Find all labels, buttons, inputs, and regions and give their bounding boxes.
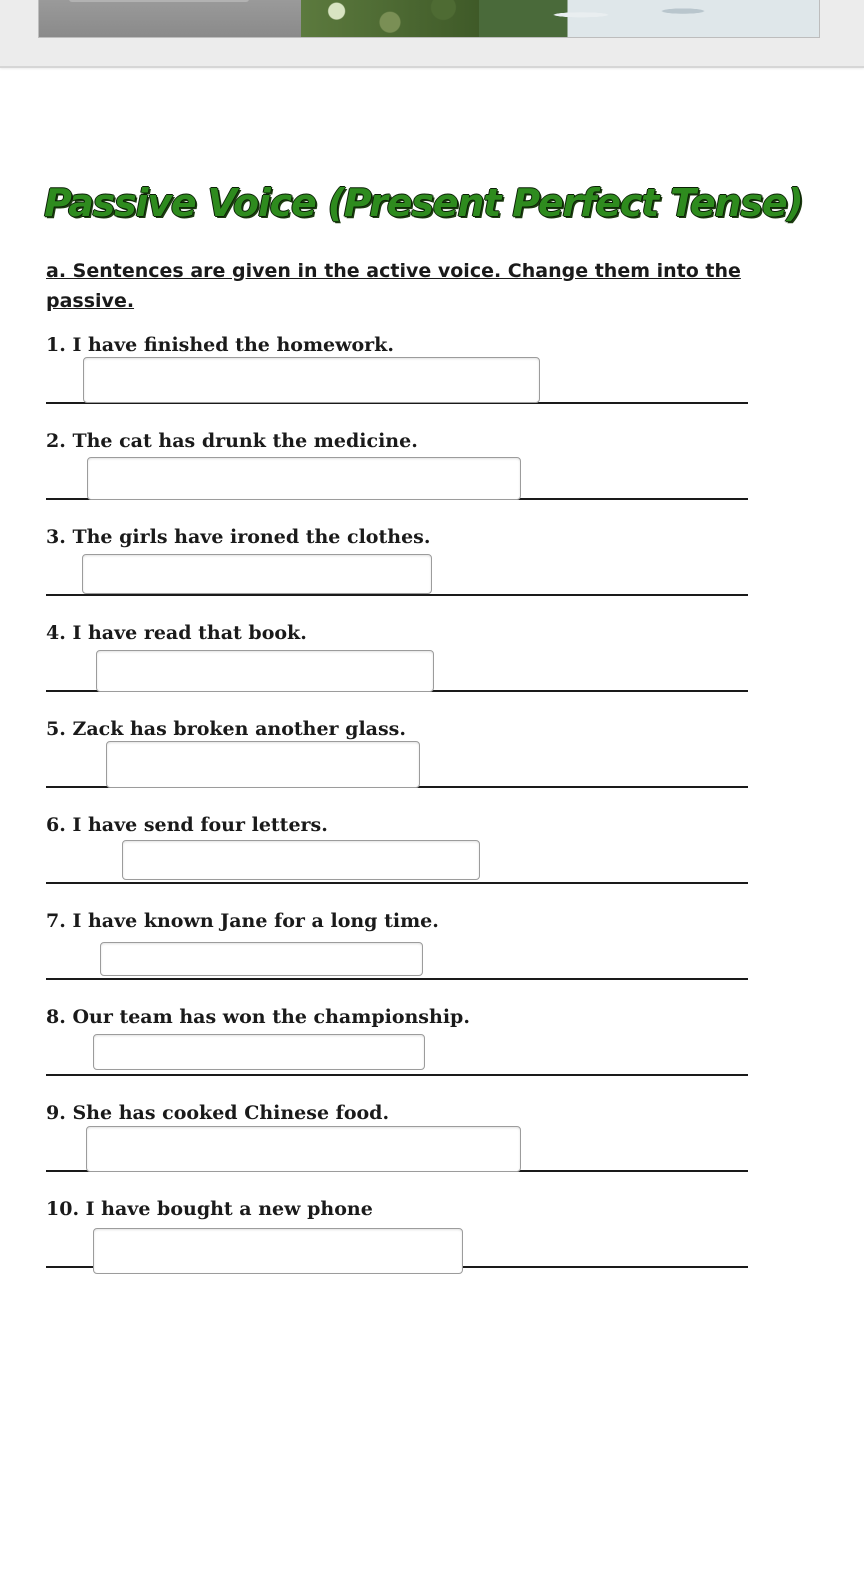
answer-input-10[interactable] [93, 1228, 463, 1274]
worksheet-instruction: a. Sentences are given in the active voice. Change them into the passive. [46, 260, 741, 312]
question-text: 2. The cat has drunk the medicine. [46, 430, 418, 452]
question-item [46, 718, 766, 814]
answer-underline [46, 594, 748, 596]
banner-foliage-photo [301, 0, 479, 37]
banner-animal-photo [479, 0, 819, 37]
header-banner-image [38, 0, 820, 38]
answer-underline [46, 882, 748, 884]
question-text: 1. I have finished the homework. [46, 334, 394, 356]
question-text: 9. She has cooked Chinese food. [46, 1102, 390, 1124]
answer-input-7[interactable] [100, 942, 423, 976]
question-text: 8. Our team has won the championship. [46, 1006, 470, 1028]
answer-input-3[interactable] [82, 554, 432, 594]
question-item [46, 1006, 766, 1102]
question-item [46, 334, 766, 430]
question-text: 7. I have known Jane for a long time. [46, 910, 439, 932]
question-text: 3. The girls have ironed the clothes. [46, 526, 431, 548]
banner-faded-caption [69, 0, 249, 2]
question-item [46, 526, 766, 622]
question-item [46, 1198, 766, 1294]
question-item [46, 814, 766, 910]
question-item [46, 622, 766, 718]
answer-underline [46, 1074, 748, 1076]
question-item [46, 1102, 766, 1198]
banner-left-panel [39, 0, 301, 37]
answer-input-9[interactable] [86, 1126, 521, 1172]
question-text: 6. I have send four letters. [46, 814, 328, 836]
answer-input-1[interactable] [83, 357, 540, 403]
question-item [46, 910, 766, 1006]
question-text: 4. I have read that book. [46, 622, 307, 644]
answer-input-8[interactable] [93, 1034, 425, 1070]
worksheet-title: Passive Voice (Present Perfect Tense) [44, 181, 803, 225]
answer-input-4[interactable] [96, 650, 434, 692]
top-toolbar [0, 0, 864, 68]
question-text: 5. Zack has broken another glass. [46, 718, 406, 740]
answer-input-5[interactable] [106, 741, 420, 788]
answer-input-2[interactable] [87, 457, 521, 500]
question-text: 10. I have bought a new phone [46, 1198, 373, 1220]
answer-input-6[interactable] [122, 840, 480, 880]
answer-underline [46, 978, 748, 980]
question-item [46, 430, 766, 526]
